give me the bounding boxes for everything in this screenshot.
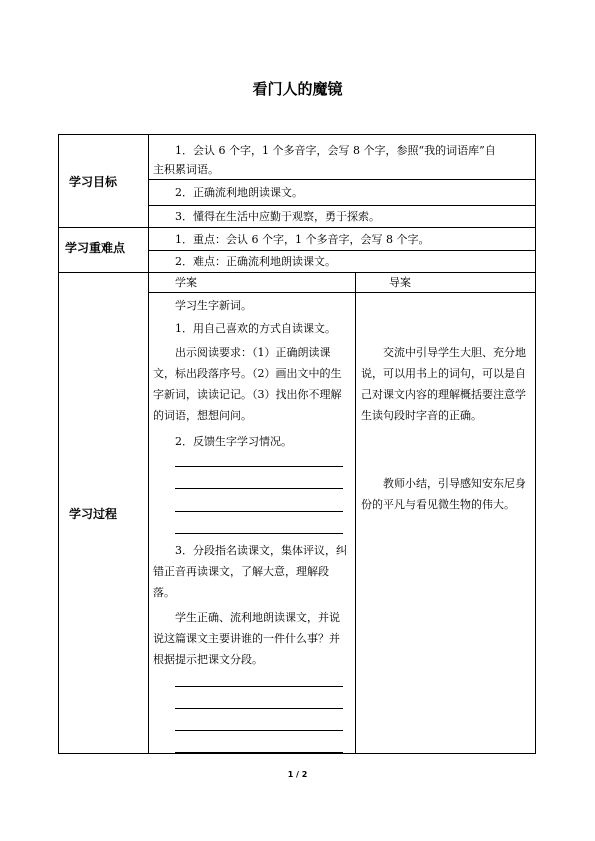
goal-item-3: 3．懂得在生活中应勤于观察，勇于探索。 bbox=[175, 210, 380, 223]
student-paragraph: 2．反馈生字学习情况。 bbox=[175, 435, 292, 448]
key-point-2: 2．难点：正确流利地朗读课文。 bbox=[175, 255, 336, 268]
page-number: 1 / 2 bbox=[287, 770, 308, 779]
process-column-divider bbox=[355, 272, 356, 753]
key-points-label: 学习重难点 bbox=[65, 241, 126, 255]
goal-item-2: 2．正确流利地朗读课文。 bbox=[175, 186, 303, 199]
goal-item-1: 1．会认 6 个字，1 个多音字，会写 8 个字，参照“我的词语库”自 bbox=[175, 144, 496, 157]
student-paragraph: 出示阅读要求：（1）正确朗读课文，标出段落序号。（2）画出文中的生字新词，读读记记。（3）找出你不理解的词语，想想问问。 bbox=[153, 346, 342, 422]
teacher-paragraph: 教师小结，引导感知安东尼身份的平凡与看见微生物的伟大。 bbox=[361, 477, 526, 511]
answer-line bbox=[175, 533, 343, 534]
lesson-table bbox=[58, 134, 536, 754]
answer-line bbox=[175, 466, 343, 467]
answer-line bbox=[175, 686, 343, 687]
answer-line bbox=[175, 752, 343, 753]
goals-label: 学习目标 bbox=[69, 175, 118, 189]
process-label: 学习过程 bbox=[69, 507, 118, 521]
student-paragraph: 学习生字新词。 bbox=[175, 299, 252, 312]
student-paragraph: 学生正确、流利地朗读课文，并说说这篇课文主要讲谁的一件什么事？并根据提示把课文分段。 bbox=[153, 611, 340, 666]
row-divider bbox=[59, 272, 535, 273]
row-divider bbox=[148, 292, 535, 293]
page-title: 看门人的魔镜 bbox=[252, 80, 343, 98]
answer-line bbox=[175, 488, 343, 489]
answer-line bbox=[175, 511, 343, 512]
teacher-paragraph: 交流中引导学生大胆、充分地说，可以用书上的词句，可以是自己对课文内容的理解概括要注意学生读句段时字音的正确。 bbox=[361, 346, 526, 422]
goal-item-1-cont: 主积累词语。 bbox=[153, 163, 219, 176]
teacher-column-header: 导案 bbox=[389, 276, 411, 289]
answer-line bbox=[175, 708, 343, 709]
student-paragraph: 1．用自己喜欢的方式自读课文。 bbox=[175, 322, 336, 335]
key-point-1: 1．重点：会认 6 个字，1 个多音字，会写 8 个字。 bbox=[175, 233, 430, 246]
row-divider bbox=[59, 227, 535, 228]
student-paragraph: 3．分段指名读课文，集体评议，纠错正音再读课文，了解大意，理解段落。 bbox=[153, 544, 347, 599]
student-column-header: 学案 bbox=[175, 276, 197, 289]
answer-line bbox=[175, 730, 343, 731]
